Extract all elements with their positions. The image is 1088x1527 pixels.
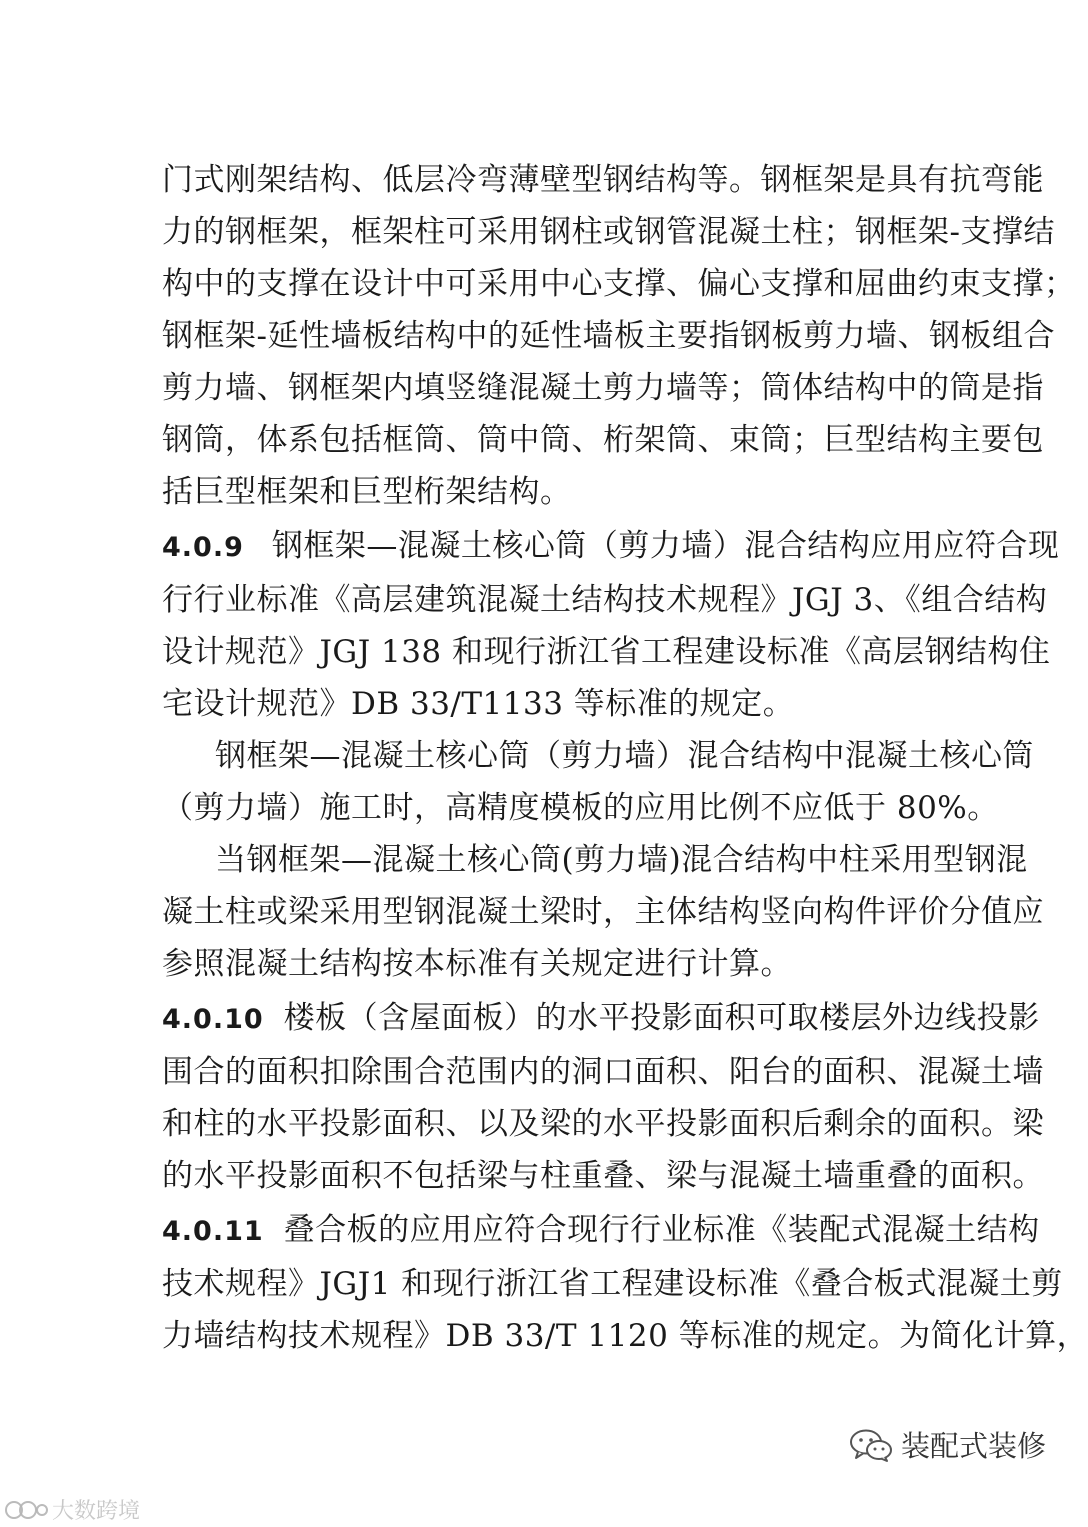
clause-number: 4.0.10	[162, 1004, 264, 1035]
body-line: 当钢框架—混凝土核心筒(剪力墙)混合结构中柱采用型钢混	[215, 842, 1028, 878]
clause-4-0-11-heading	[162, 1210, 1040, 1250]
clause-text: 楼板（含屋面板）的水平投影面积可取楼层外边线投影	[283, 1000, 1040, 1036]
clause-4-0-10-heading	[162, 998, 1040, 1038]
body-line: 参照混凝土结构按本标准有关规定进行计算。	[162, 946, 792, 982]
body-line: 括巨型框架和巨型桁架结构。	[162, 474, 572, 510]
wechat-watermark	[849, 1424, 1046, 1465]
body-line: 行行业标准《高层建筑混凝土结构技术规程》JGJ 3、《组合结构	[162, 582, 1048, 618]
body-line: 钢框架—混凝土核心筒（剪力墙）混合结构中混凝土核心筒	[215, 738, 1034, 774]
wechat-icon	[849, 1428, 893, 1462]
body-line: 门式刚架结构、低层冷弯薄壁型钢结构等。钢框架是具有抗弯能	[162, 162, 1044, 198]
clause-4-0-9-heading	[162, 526, 1060, 566]
corner-brand-mark	[4, 1494, 140, 1525]
brand-logo-icon	[4, 1497, 48, 1523]
clause-number: 4.0.9	[162, 532, 244, 563]
body-line: 设计规范》JGJ 138 和现行浙江省工程建设标准《高层钢结构住	[162, 634, 1051, 670]
clause-number: 4.0.11	[162, 1216, 264, 1247]
body-line: 和柱的水平投影面积、以及梁的水平投影面积后剩余的面积。梁	[162, 1106, 1044, 1142]
body-line: 的水平投影面积不包括梁与柱重叠、梁与混凝土墙重叠的面积。	[162, 1158, 1044, 1194]
clause-text: 叠合板的应用应符合现行行业标准《装配式混凝土结构	[283, 1212, 1040, 1248]
body-line: 力的钢框架，框架柱可采用钢柱或钢管混凝土柱；钢框架-支撑结	[162, 214, 1055, 250]
body-line: 构中的支撑在设计中可采用中心支撑、偏心支撑和屈曲约束支撑；	[162, 266, 1076, 302]
body-line: 宅设计规范》DB 33/T1133 等标准的规定。	[162, 686, 795, 722]
body-line: 力墙结构技术规程》DB 33/T 1120 等标准的规定。为简化计算，	[162, 1318, 1088, 1354]
body-line: 凝土柱或梁采用型钢混凝土梁时，主体结构竖向构件评价分值应	[162, 894, 1044, 930]
body-line: 剪力墙、钢框架内填竖缝混凝土剪力墙等；筒体结构中的筒是指	[162, 370, 1044, 406]
body-line: （剪力墙）施工时，高精度模板的应用比例不应低于 80%。	[162, 790, 999, 826]
body-line: 钢筒，体系包括框筒、筒中筒、桁架筒、束筒；巨型结构主要包	[162, 422, 1044, 458]
corner-mark-text: 大数跨境	[52, 1499, 141, 1524]
clause-text: 钢框架—混凝土核心筒（剪力墙）混合结构应用应符合现	[271, 528, 1060, 564]
watermark-text: 装配式装修	[900, 1429, 1046, 1463]
body-line: 钢框架-延性墙板结构中的延性墙板主要指钢板剪力墙、钢板组合	[162, 318, 1055, 354]
body-line: 技术规程》JGJ1 和现行浙江省工程建设标准《叠合板式混凝土剪	[162, 1266, 1063, 1302]
body-line: 围合的面积扣除围合范围内的洞口面积、阳台的面积、混凝土墙	[162, 1054, 1044, 1090]
